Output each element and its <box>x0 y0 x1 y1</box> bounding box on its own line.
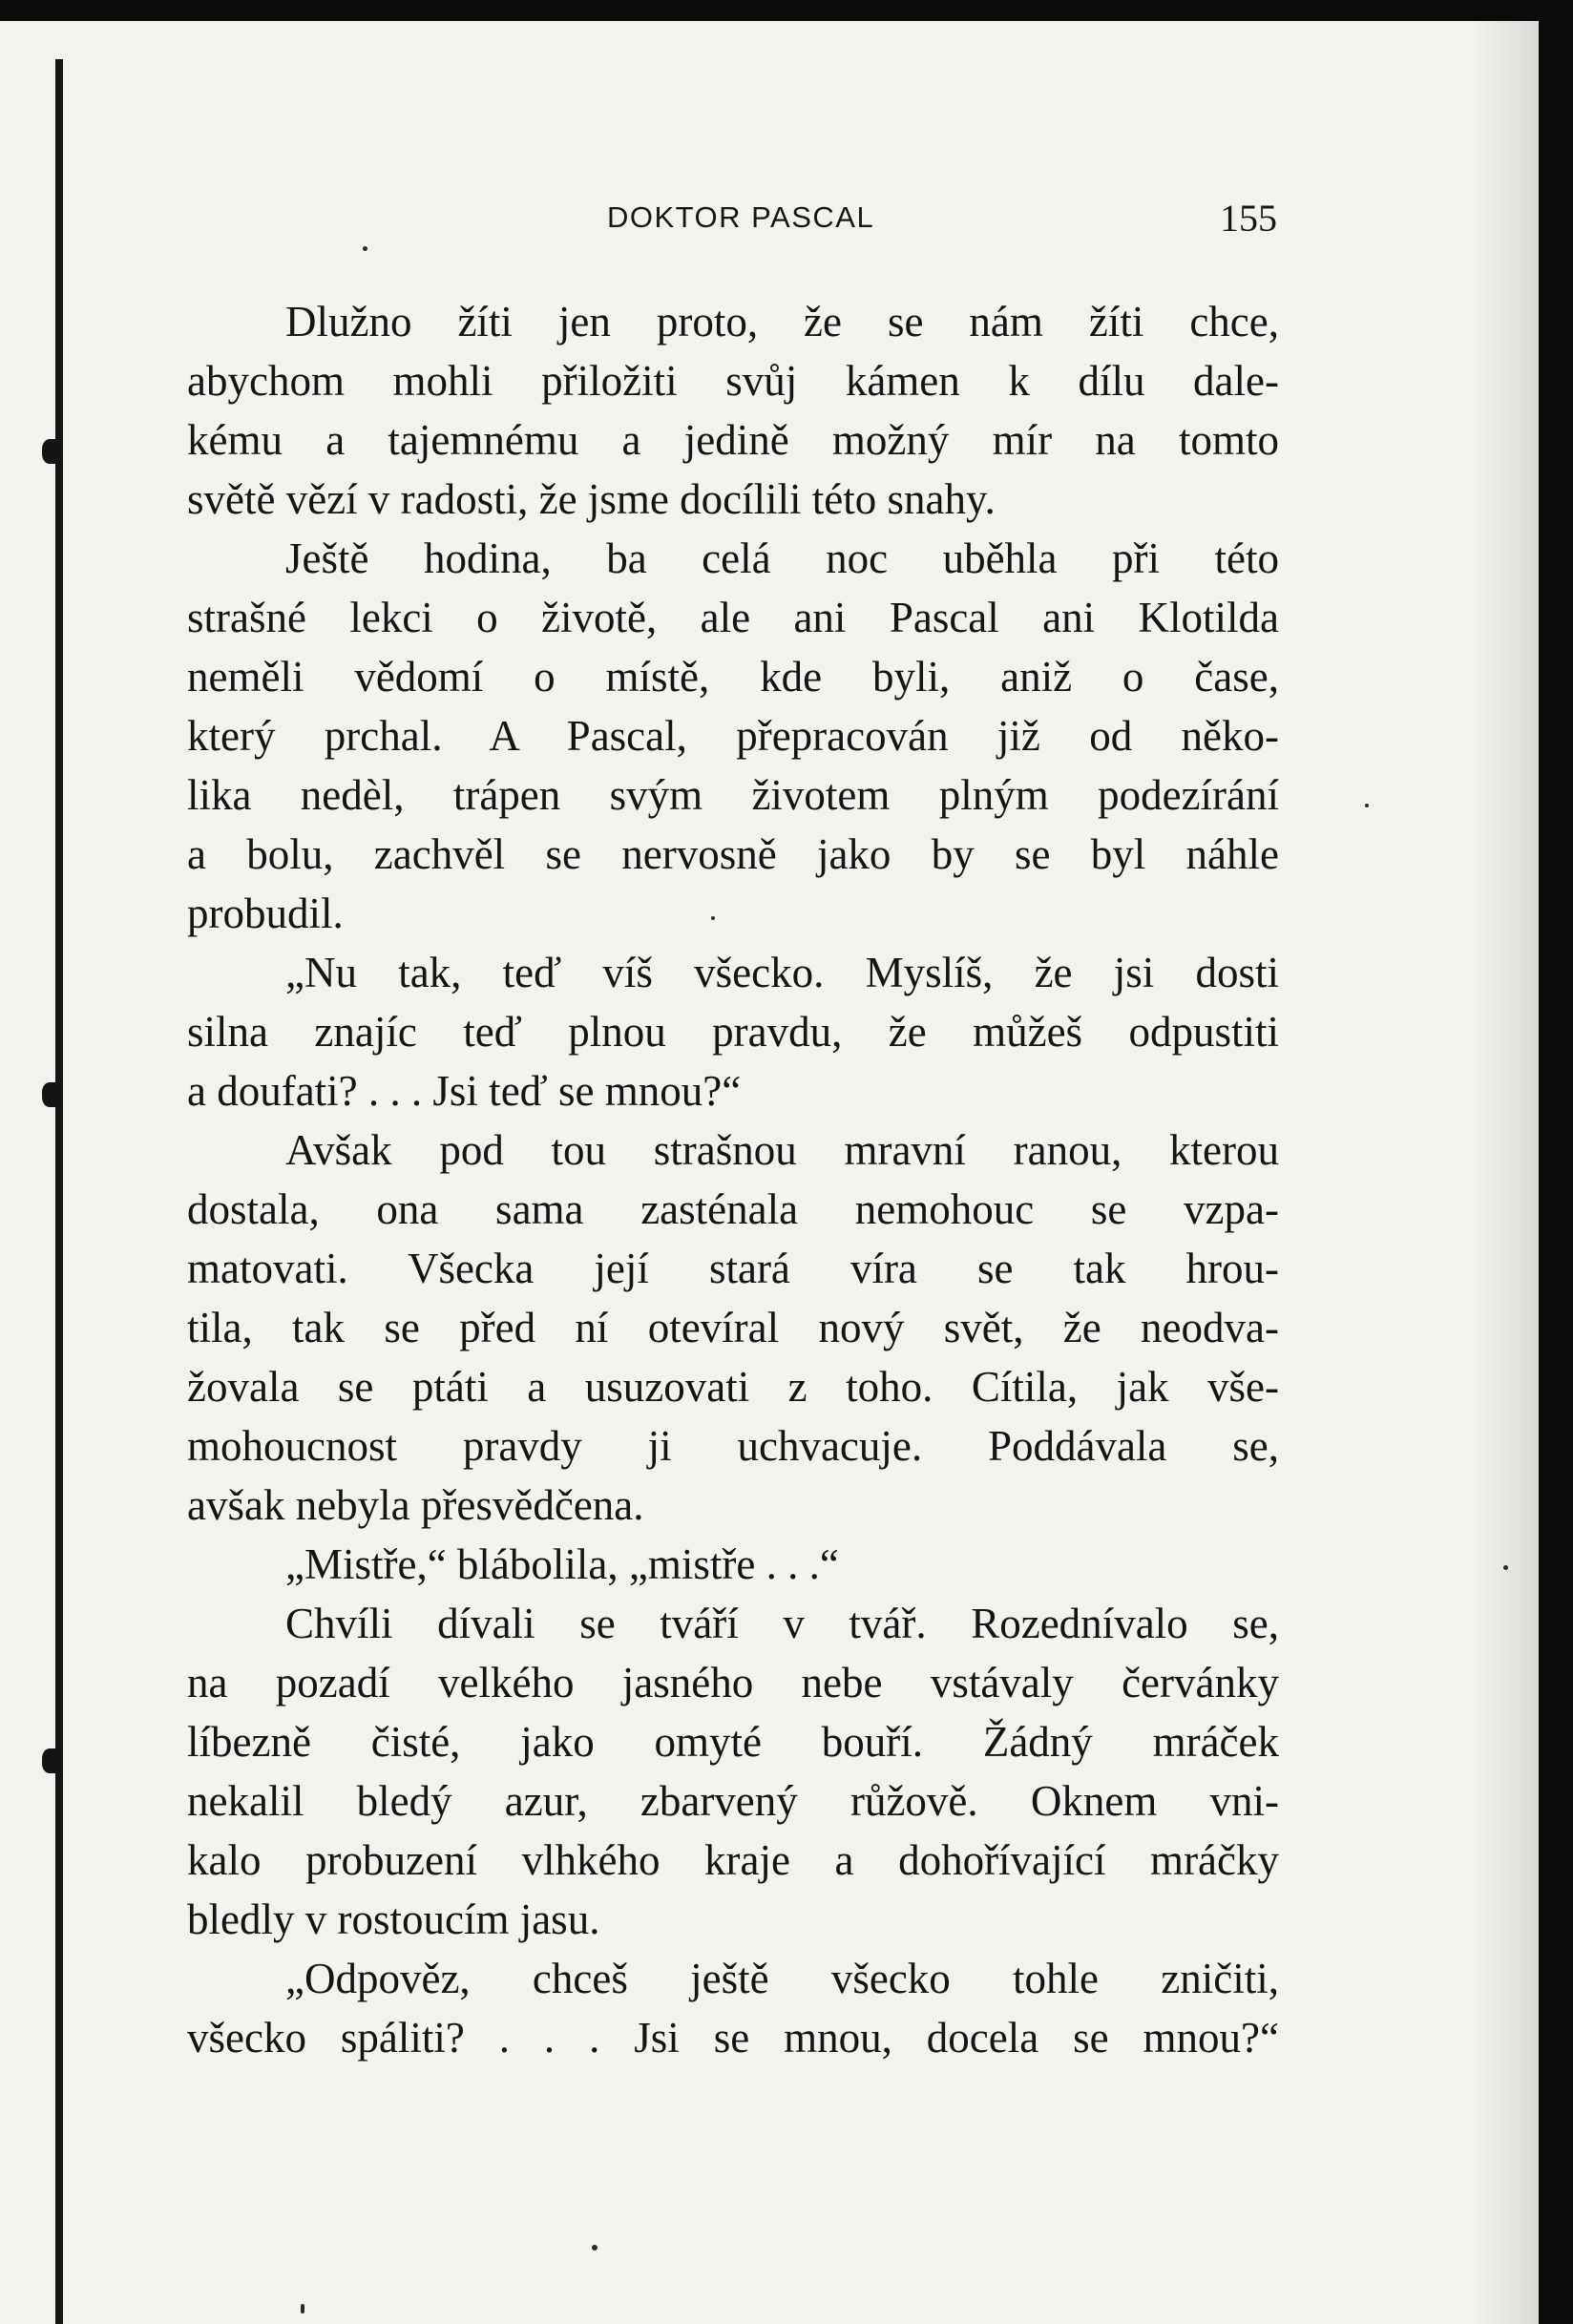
text-line: probudil. <box>187 890 344 937</box>
text-line: světě vězí v radosti, že jsme docílili této snahy. <box>187 475 996 523</box>
text-line: „Nu tak, teď víš všecko. Myslíš, že jsi dosti <box>285 949 1279 996</box>
text-line: „Odpověz, chceš ještě všecko tohle zničiti, <box>285 1955 1279 2002</box>
text-line: Dlužno žíti jen proto, že se nám žíti chce, <box>285 298 1279 345</box>
text-line: kalo probuzení vlhkého kraje a dohořívající mráčky <box>187 1836 1279 1884</box>
body-text <box>187 292 1279 2067</box>
text-line: Chvíli dívali se tváří v tvář. Rozednívalo se, <box>285 1600 1279 1647</box>
binding-tab <box>42 439 61 464</box>
text-line: strašné lekci o životě, ale ani Pascal ani Klotilda <box>187 594 1279 641</box>
text-line: a bolu, zachvěl se nervosně jako by se byl náhle <box>187 830 1279 878</box>
text-line: avšak nebyla přesvědčena. <box>187 1481 644 1529</box>
print-speck <box>711 916 715 920</box>
text-line: žovala se ptáti a usuzovati z toho. Cítila, jak vše- <box>187 1363 1279 1411</box>
running-head: DOKTOR PASCAL <box>607 200 875 234</box>
text-line: který prchal. A Pascal, přepracován již od něko- <box>187 712 1279 760</box>
binding-tab <box>42 1082 61 1107</box>
print-speck <box>363 246 367 251</box>
text-line: abychom mohli přiložiti svůj kámen k dílu dale- <box>187 357 1279 405</box>
text-line: silna znajíc teď plnou pravdu, že můžeš odpustiti <box>187 1008 1279 1056</box>
text-line: lika nedèl, trápen svým životem plným podezírání <box>187 771 1279 819</box>
text-line: mohoucnost pravdy ji uchvacuje. Poddávala se, <box>187 1422 1279 1470</box>
text-line: a doufati? . . . Jsi teď se mnou?“ <box>187 1067 742 1115</box>
book-page <box>0 21 1539 2324</box>
text-line: všecko spáliti? . . . Jsi se mnou, docela se mnou?“ <box>187 2014 1279 2062</box>
text-line: bledly v rostoucím jasu. <box>187 1895 600 1943</box>
text-line: nekalil bledý azur, zbarvený růžově. Oknem vni- <box>187 1777 1279 1825</box>
text-line: matovati. Všecka její stará víra se tak hrou- <box>187 1245 1279 1292</box>
text-line: „Mistře,“ blábolila, „mistře . . .“ <box>285 1540 839 1588</box>
text-line: líbezně čisté, jako omyté bouří. Žádný mráček <box>187 1718 1279 1766</box>
text-line: kému a tajemnému a jedině možný mír na tomto <box>187 416 1279 464</box>
text-line: dostala, ona sama zasténala nemohouc se vzpa- <box>187 1185 1279 1233</box>
text-line: Ještě hodina, ba celá noc uběhla při této <box>285 534 1279 582</box>
text-line: neměli vědomí o místě, kde byli, aniž o čase, <box>187 653 1279 701</box>
print-speck <box>301 2304 304 2314</box>
page-number: 155 <box>1220 197 1277 240</box>
text-line: na pozadí velkého jasného nebe vstávaly červánky <box>187 1659 1279 1706</box>
binding-tab <box>42 1748 61 1773</box>
print-speck <box>1503 1565 1508 1570</box>
binding-edge <box>55 59 63 2324</box>
text-line: Avšak pod tou strašnou mravní ranou, kterou <box>285 1126 1279 1174</box>
text-line: tila, tak se před ní otevíral nový svět, že neodva- <box>187 1304 1279 1351</box>
print-speck <box>592 2245 598 2251</box>
print-speck <box>1365 804 1369 807</box>
page-edge-shadow <box>1472 21 1539 2324</box>
